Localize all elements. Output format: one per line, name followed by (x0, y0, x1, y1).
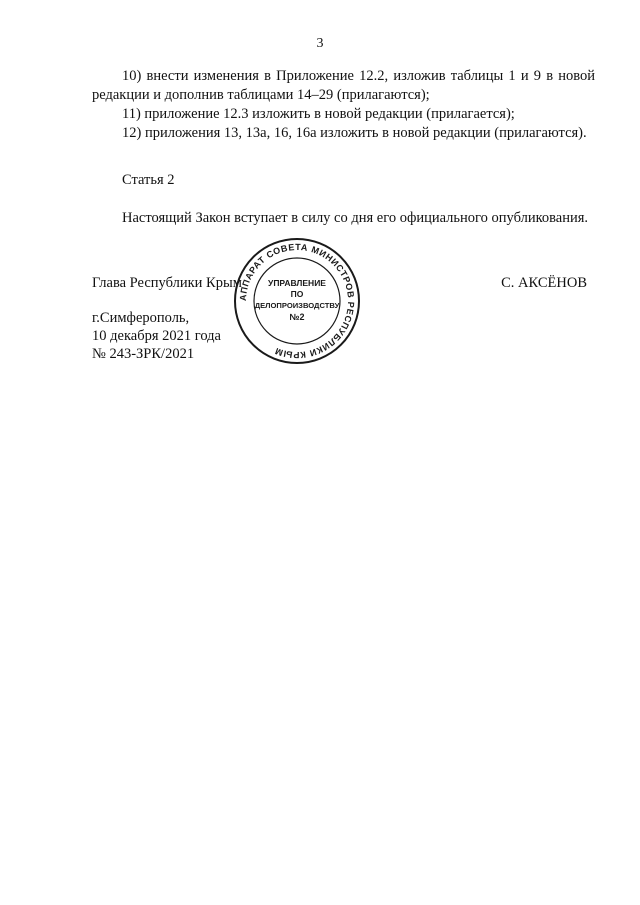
list-item-12: 12) приложения 13, 13а, 16, 16а изложить в новой редакции (прилагаются). (122, 125, 587, 141)
seal-center-line-4: №2 (289, 312, 305, 322)
seal-center-line-2: ПО (290, 289, 304, 299)
list-item-10: 10) внести изменения в Приложение 12.2, изложив таблицы 1 и 9 в новой редакции и дополнив таблицами 14–29 (прилагаются); (92, 68, 595, 103)
seal-center-line-1: УПРАВЛЕНИЕ (268, 278, 326, 288)
signatory-position: Глава Республики Крым (92, 275, 242, 291)
page-number: 3 (316, 36, 324, 51)
seal-ring-text: АППАРАТ СОВЕТА МИНИСТРОВ РЕСПУБЛИКИ КРЫМ (237, 241, 357, 361)
article-heading: Статья 2 (122, 172, 175, 188)
official-seal (232, 236, 362, 366)
law-effect-paragraph: Настоящий Закон вступает в силу со дня его официального опубликования. (122, 210, 589, 226)
law-number: № 243-ЗРК/2021 (92, 346, 195, 362)
date-of-signing: 10 декабря 2021 года (92, 328, 221, 344)
seal-center-line-3: ДЕЛОПРОИЗВОДСТВУ (254, 301, 340, 310)
list-item-11: 11) приложение 12.3 изложить в новой редакции (прилагается); (122, 106, 515, 122)
signatory-name: С. АКСЁНОВ (501, 275, 587, 291)
place-of-signing: г.Симферополь, (92, 310, 190, 326)
